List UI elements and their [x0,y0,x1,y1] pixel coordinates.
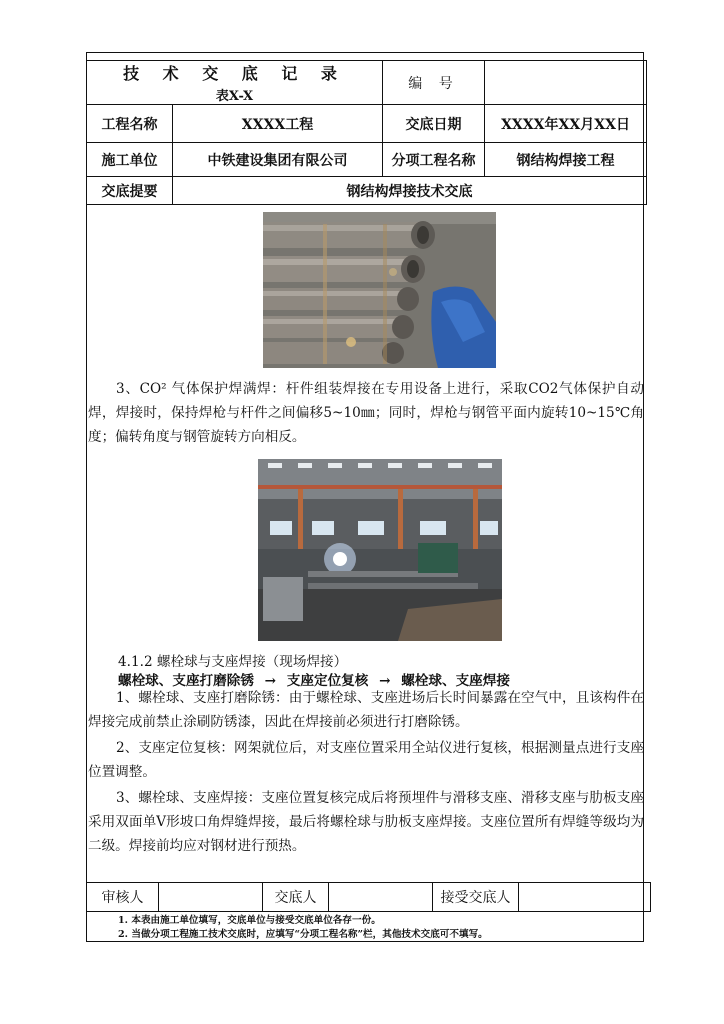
summary-label: 交底提要 [87,177,173,205]
project-name-label: 工程名称 [87,105,173,143]
section-title: 4.1.2 螺栓球与支座焊接（现场焊接） [118,654,348,670]
position-check-text: 2、支座定位复核：网架就位后，对支座位置采用全站仪进行复核，根据测量点进行支座位置调整。 [88,740,644,780]
flow-step-1: 螺栓球、支座打磨除锈 [118,673,254,689]
unit-label: 施工单位 [87,143,173,177]
unit-value: 中铁建设集团有限公司 [173,143,383,177]
site-welding-paragraphs [88,686,644,858]
reviewer-field[interactable] [159,883,263,912]
flow-arrow-2: → [379,673,391,689]
subproject-label: 分项工程名称 [383,143,485,177]
header-table [86,60,647,205]
flow-step-3: 螺栓球、支座焊接 [401,673,510,689]
receiver-field[interactable] [519,883,651,912]
workshop-welding-photo [258,459,502,641]
date-label: 交底日期 [383,105,485,143]
footnotes [118,914,488,942]
document-title: 技 术 交 底 记 录 [123,64,346,83]
number-value [485,61,647,105]
footnote-2: 2. 当做分项工程施工技术交底时，应填写“分项工程名称”栏，其他技术交底可不填写。 [118,929,488,940]
flow-arrow-1: → [264,673,277,689]
form-number: 表X-X [215,89,254,104]
pipe-welding-photo [263,212,496,368]
date-value: XXXX年XX月XX日 [485,105,647,143]
subproject-value: 钢结构焊接工程 [485,143,647,177]
support-welding-text: 3、螺栓球、支座焊接：支座位置复核完成后将预埋件与滑移支座、滑移支座与肋板支座采用双面单V形坡口角焊缝焊接，最后将螺栓球与肋板支座焊接。支座位置所有焊缝等级均为二级。焊接前均应对钢材进行预热。 [88,790,644,854]
co2-welding-text: 3、CO² 气体保护焊满焊：杆件组装焊接在专用设备上进行，采取CO2气体保护自动焊，焊接时，保持焊枪与杆件之间偏移5~10㎜；同时，焊枪与钢管平面内旋转10~15℃角度；偏转角度与钢管旋转方向相反。 [88,381,644,445]
rust-removal-text: 1、螺栓球、支座打磨除锈：由于螺栓球、支座进场后长时间暴露在空气中，且该构件在焊接完成前禁止涂刷防锈漆，因此在焊接前必须进行打磨除锈。 [88,690,644,730]
summary-value: 钢结构焊接技术交底 [173,177,647,205]
flow-step-2: 支座定位复核 [286,673,369,689]
receiver-label: 接受交底人 [433,883,519,912]
project-name: XXXX工程 [173,105,383,143]
footnote-1: 1. 本表由施工单位填写，交底单位与接受交底单位各存一份。 [118,915,381,926]
discloser-field[interactable] [329,883,433,912]
number-label: 编 号 [383,61,485,105]
co2-welding-paragraph [88,377,644,449]
title-cell [87,61,383,105]
signature-table [86,882,651,912]
discloser-label: 交底人 [263,883,329,912]
reviewer-label: 审核人 [87,883,159,912]
